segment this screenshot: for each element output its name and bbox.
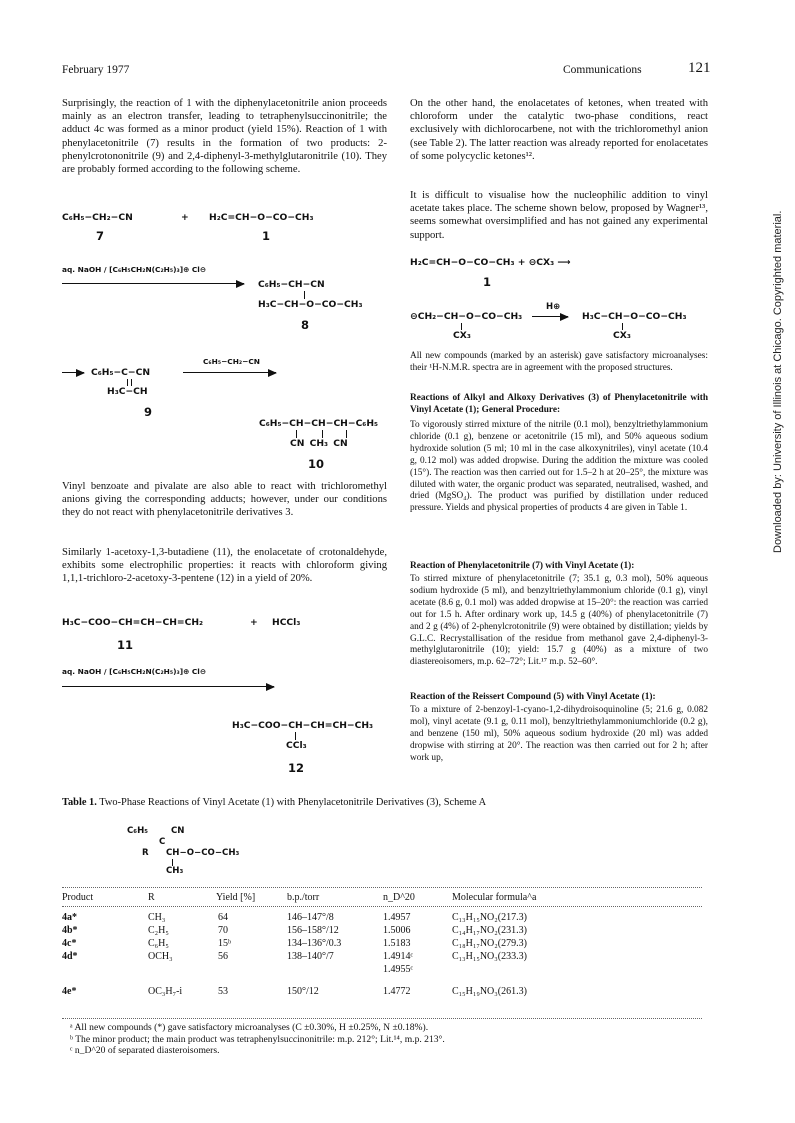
download-note: Downloaded by: University of Illinois at Chicago. Copyrighted material. <box>772 210 784 553</box>
bond <box>322 430 323 438</box>
procedure-heading-3: Reaction of the Reissert Compound (5) with Vinyl Acetate (1): <box>410 692 656 702</box>
left-paragraph-1: Surprisingly, the reaction of 1 with the diphenylacetonitrile anion proceeds mainly as an electron transfer, leading to tetraphenylsuccinonitrile; the adduct 4c was formed as a minor product (yield 15%). Reaction of 1 with phenylacetonitrile (7) results in the formation of two products: 2-phenylcrotononitrile (9) and 2,4-diphenyl-3-methylglutaronitrile (10). They are probably formed according to the following scheme. <box>62 98 387 176</box>
scheme2-reactant-11: H₃C−COO−CH=CH−CH=CH₂ <box>62 617 204 628</box>
scheme2-plus: + <box>250 617 258 628</box>
table-cell: 4c* <box>62 938 77 949</box>
table-cell: C₁₈H₁₇NO₂(279.3) <box>452 938 527 949</box>
compound-number-11: 11 <box>117 638 134 652</box>
table-cell: C₁₅H₁₉NO₃(261.3) <box>452 986 527 997</box>
procedure-text-2: To stirred mixture of phenylacetonitrile (7; 35.1 g, 0.3 mol), 50% aqueous sodium hydroxide (5 ml), and benzyltriethylammonium chloride (0.1 g), vinyl acetate (8.6 g, 0.1 mol) was added dropwise at 15–20°: the reaction was carried out for 1.5 h. After ordinary work up, 14.5 g (40%) of phenylacetonitrile (7) and 2 g (4%) of 2-phenylcrotonitrile (9) were obtained by distillation; yields by G.L.C. Recrystallisation of the residue from methanol gave 2,4-diphenyl-3-methylglutaronitrile (10); yield: 15.7 g (40%) as a mixture of two diastereoisomers, m.p. 62–72°; Lit.¹⁷ m.p. 52–60°. <box>410 574 708 668</box>
compound-number-12: 12 <box>288 761 305 775</box>
compound-number-9: 9 <box>144 405 153 419</box>
table-cell: 134–136°/0.3 <box>287 938 342 949</box>
procedure-text-1: To vigorously stirred mixture of the nitrile (0.1 mol), benzyltriethylammonium chloride (0.1 g), benzene or acetonitrile (15 ml), and 50% aqueous sodium hydroxide solution (5 ml; 10 ml in the case alkoxynitriles), vinyl acetate (10.4 g, 0.12 mol) was added dropwise. During the addition the mixture was cooled (15°). The reaction was then carried out for 1.5–2 h at 20–25°, the mixture was diluted with water, the organic product was separated, neutralised, washed, and dried (MgSO₄). The product was purified by distillation under reduced pressure. Yields and physical properties of products 4 are given in Table 1. <box>410 420 708 514</box>
product-12-line2: CCl₃ <box>286 740 307 751</box>
scheme1-reactant-7: C₆H₅−CH₂−CN <box>62 212 133 223</box>
table-structure-c: C <box>159 837 166 847</box>
wagner-intermediate: ⊖CH₂−CH−O−CO−CH₃ <box>410 311 523 322</box>
compound-number-10: 10 <box>308 457 325 471</box>
left-paragraph-3: Similarly 1-acetoxy-1,3-butadiene (11), the enolacetate of crotonaldehyde, exhibits some electrophilic properties: it reacts with chloroform giving 1,1,1-trichloro-2-acetoxy-3-pentene (12) in a yield of 20%. <box>62 547 387 585</box>
right-paragraph-1: On the other hand, the enolacetates of ketones, when treated with chloroform under the catalytic two-phase conditions, react exclusively with dichlorocarbene, not with the trichloromethyl anion (see Table 2). The latter reaction was already reported for enolacetates of some polycyclic ketones¹². <box>410 98 708 162</box>
table-cell: 1.4955ᶜ <box>383 964 414 975</box>
scheme2-reagent: aq. NaOH / [C₆H₅CH₂N(C₂H₅)₃]⊕ Cl⊖ <box>62 667 207 676</box>
table-cell: 1.5183 <box>383 938 411 949</box>
product-9-line1: C₆H₅−C−CN <box>91 367 151 378</box>
wagner-intermediate-cx3: CX₃ <box>453 330 471 341</box>
col-header-bp: b.p./torr <box>287 892 320 903</box>
product-8-line2: H₃C−CH−O−CO−CH₃ <box>258 299 363 310</box>
scheme1-reagent: aq. NaOH / [C₆H₅CH₂N(C₂H₅)₃]⊕ Cl⊖ <box>62 265 207 274</box>
compound-number-8: 8 <box>301 318 310 332</box>
header-date: February 1977 <box>62 64 130 76</box>
left-paragraph-2: Vinyl benzoate and pivalate are also able to react with trichloromethyl anions giving the corresponding adducts; however, under our conditions they do not react with phenylacetonitrile derivatives 3. <box>62 481 387 519</box>
scheme1-reagent-2: C₆H₅−CH₂−CN <box>203 357 260 366</box>
table-rule-top <box>62 887 702 888</box>
table-cell: 53 <box>218 986 228 997</box>
col-header-nd: n_D^20 <box>383 892 415 903</box>
table-cell: 4a* <box>62 912 77 923</box>
bond <box>346 430 347 438</box>
table-cell: 150°/12 <box>287 986 319 997</box>
header-section: Communications <box>563 64 642 76</box>
table-cell: C₂H₅ <box>148 925 169 936</box>
table-cell: 1.4957 <box>383 912 411 923</box>
table-cell: C₆H₅ <box>148 938 169 949</box>
bond <box>622 323 623 330</box>
scheme1-arrow-1 <box>62 283 244 284</box>
col-header-formula: Molecular formula^a <box>452 892 537 903</box>
footnote-a: ᵃ All new compounds (*) gave satisfactory microanalyses (C ±0.30%, H ±0.25%, N ±0.18%). <box>70 1022 429 1033</box>
table-cell: 64 <box>218 912 228 923</box>
table-caption <box>62 796 702 809</box>
table-cell: 4b* <box>62 925 78 936</box>
product-12-line1: H₃C−COO−CH−CH=CH−CH₃ <box>232 720 374 731</box>
table-cell: 4e* <box>62 986 77 997</box>
product-9-line2: H₃C−CH <box>107 386 148 397</box>
table-rule-bottom <box>62 1018 702 1019</box>
procedure-text-3: To a mixture of 2-benzoyl-1-cyano-1,2-dihydroisoquinoline (5; 21.6 g, 0.082 mol), vinyl acetate (9.1 g, 0.11 mol), benzyltriethylammoniumchloride (0.2 g), and benzene (150 ml), 50% aqueous sodium hydroxide (20 ml) was added dropwise with stirring at 20°. The reaction was then carried out for 2 h; after work up, <box>410 705 708 763</box>
bond <box>304 291 305 299</box>
table-cell: OCH₃ <box>148 951 173 962</box>
table-rule-header <box>62 906 702 907</box>
table-structure-chain: CH−O−CO−CH₃ <box>166 848 240 858</box>
wagner-proton: H⊕ <box>546 302 561 312</box>
double-bond <box>127 379 132 386</box>
compound-number-1: 1 <box>262 229 271 243</box>
wagner-scheme-line1: H₂C=CH−O−CO−CH₃ + ⊖CX₃ ⟶ <box>410 257 571 268</box>
scheme2-arrow <box>62 686 274 687</box>
table-cell: 1.4772 <box>383 986 411 997</box>
table-cell: C₁₄H₁₇NO₂(231.3) <box>452 925 527 936</box>
page-number: 121 <box>688 60 711 76</box>
table-cell: 1.4914ᶜ <box>383 951 414 962</box>
table-caption-label: Table 1. <box>62 797 97 808</box>
table-cell: 4d* <box>62 951 78 962</box>
wagner-arrow <box>532 316 568 317</box>
col-header-yield: Yield [%] <box>216 892 256 903</box>
footnote-b: ᵇ The minor product; the main product was tetraphenylsuccinonitrile: m.p. 212°; Lit.¹⁴, m.p. 213°. <box>70 1033 445 1045</box>
wagner-product: H₃C−CH−O−CO−CH₃ <box>582 311 687 322</box>
scheme1-plus: + <box>181 212 189 223</box>
wagner-product-cx3: CX₃ <box>613 330 631 341</box>
bond <box>295 732 296 740</box>
table-structure-r: R <box>142 848 149 858</box>
table-footnotes <box>70 1022 710 1057</box>
table-structure-ch3: CH₃ <box>166 866 184 876</box>
table-cell: 138–140°/7 <box>287 951 334 962</box>
compound-number-7: 7 <box>96 229 105 243</box>
microanalysis-note: All new compounds (marked by an asterisk) gave satisfactory microanalyses: their ¹H-N.M.R. spectra are in agreement with the proposed structures. <box>410 351 708 373</box>
table-cell: 56 <box>218 951 228 962</box>
table-structure-cn: CN <box>171 826 185 836</box>
scheme1-reactant-1: H₂C=CH−O−CO−CH₃ <box>209 212 314 223</box>
bond <box>296 430 297 438</box>
product-8-line1: C₆H₅−CH−CN <box>258 279 325 290</box>
procedure-heading-1: Reactions of Alkyl and Alkoxy Derivatives (3) of Phenylacetonitrile with Vinyl Acetate (1); General Procedure: <box>410 393 708 415</box>
table-structure-c6h5: C₆H₅ <box>127 826 149 836</box>
footnote-c: ᶜ n_D^20 of separated diasteroisomers. <box>70 1045 220 1057</box>
product-10-line2: CN CH₃ CN <box>290 438 348 449</box>
table-cell: 70 <box>218 925 228 936</box>
table-cell: 15ᵇ <box>218 938 232 949</box>
right-paragraph-2: It is difficult to visualise how the nucleophilic addition to vinyl acetate takes place. The scheme shown below, proposed by Wagner¹³, seems somewhat oversimplified and has not gained any experimental support. <box>410 190 708 241</box>
table-cell: CH₃ <box>148 912 166 923</box>
table-cell: 156–158°/12 <box>287 925 339 936</box>
table-cell: OC₃H₇-i <box>148 986 183 997</box>
table-cell: 146–147°/8 <box>287 912 334 923</box>
scheme2-reactant-chloroform: HCCl₃ <box>272 617 301 628</box>
table-cell: 1.5006 <box>383 925 411 936</box>
bond <box>172 859 173 866</box>
col-header-product: Product <box>62 892 94 903</box>
table-caption-text: Two-Phase Reactions of Vinyl Acetate (1) with Phenylacetonitrile Derivatives (3), Scheme A <box>99 797 487 808</box>
col-header-r: R <box>148 892 155 903</box>
product-10-line1: C₆H₅−CH−CH−CH−C₆H₅ <box>259 418 379 429</box>
scheme1-arrow-2 <box>62 372 84 373</box>
procedure-heading-2: Reaction of Phenylacetonitrile (7) with Vinyl Acetate (1): <box>410 561 635 571</box>
bond <box>461 323 462 330</box>
table-cell: C₁₃H₁₅NO₂(217.3) <box>452 912 527 923</box>
table-cell: C₁₃H₁₅NO₃(233.3) <box>452 951 527 962</box>
scheme1-arrow-3 <box>183 372 276 373</box>
wagner-compound-1: 1 <box>483 275 492 289</box>
